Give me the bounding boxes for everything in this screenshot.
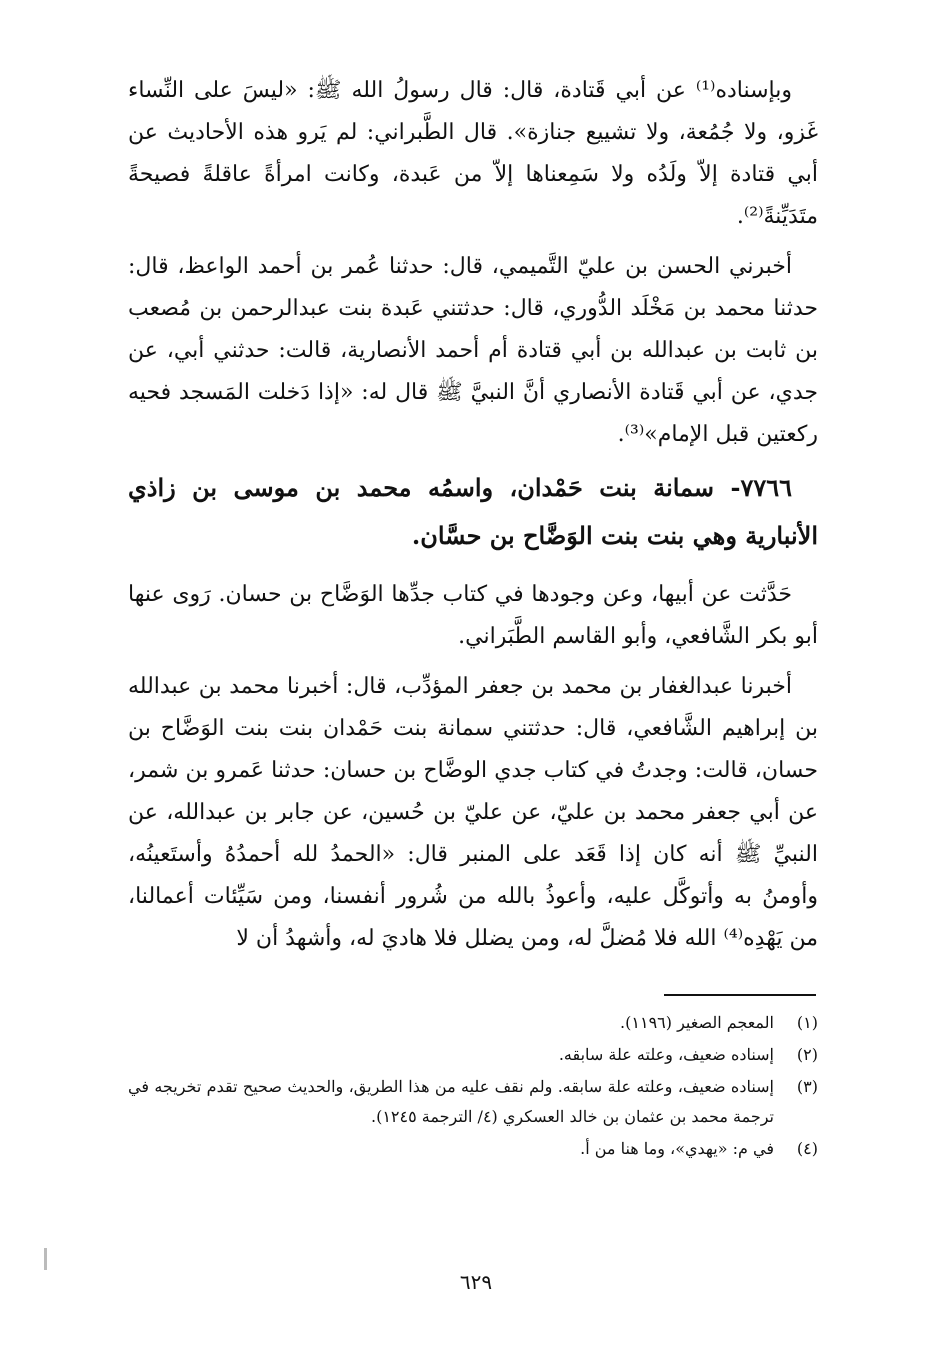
page-number: ٦٢٩	[459, 1270, 493, 1294]
footnote-number: (١)	[796, 1013, 818, 1032]
footnote-text: المعجم الصغير (١١٩٦).	[620, 1013, 774, 1032]
footnote-text: إسناده ضعيف، وعلته علة سابقه.	[558, 1045, 774, 1064]
paragraph-isnad-abda: أخبرني الحسن بن عليّ التَّميمي، قال: حدثنا عُمر بن أحمد الواعظ، قال: حدثنا محمد بن مَخْلَد الدُّوري، قال: حدثتني عَبدة بنت عبدالرحمن بن مُصعب بن ثابت بن عبدالله بن أبي قتادة أم أحمد الأنصارية، قالت: حدثني أبي، عن جدي، عن أبي قَتادة الأنصاري أنَّ النبيَّ ﷺ قال له: «إذا دَخلت المَسجد فحيه ركعتين قبل الإمام»⁽³⁾.	[128, 254, 818, 447]
footnotes	[128, 1008, 818, 1166]
main-text	[128, 70, 818, 968]
scan-edge-mark	[44, 1248, 47, 1270]
footnote-text: في م: «يهدي»، وما هنا من أ.	[580, 1139, 774, 1158]
footnote-number: (٢)	[796, 1045, 818, 1064]
footnote-number: (٣)	[796, 1077, 818, 1096]
biography-heading: ٧٧٦٦- سمانة بنت حَمْدان، واسمُه محمد بن موسى بن زاذي الأنبارية وهي بنت بنت الوَضَّاح بن حسَّان.	[128, 473, 818, 550]
footnote-text: إسناده ضعيف، وعلته علة سابقه. ولم نقف عليه من هذا الطريق، والحديث صحيح تقدم تخريجه في ترجمة محمد بن عثمان بن خالد العسكري (٤/ الترجمة ١٢٤٥).	[128, 1077, 774, 1126]
footnote-3	[128, 1072, 818, 1132]
paragraph-biography: حَدَّثت عن أبيها، وعن وجودها في كتاب جدِّها الوَضَّاح بن حسان. رَوى عنها أبو بكر الشَّافعي، وأبو القاسم الطَّبَراني.	[128, 582, 818, 649]
footnote-4	[128, 1134, 818, 1164]
footnote-divider	[664, 994, 816, 996]
paragraph-hadith-khutba: أخبرنا عبدالغفار بن محمد بن جعفر المؤدِّب، قال: أخبرنا محمد بن عبدالله بن إبراهيم الشَّافعي، قال: حدثتني سمانة بنت حَمْدان بنت بنت الوَضَّاح بن حسان، قالت: وجدتُ في كتاب جدي الوضَّاح بن حسان: حدثنا عَمرو بن شمر، عن أبي جعفر محمد بن عليّ، عن عليّ بن حُسين، عن جابر بن عبدالله، عن النبيِّ ﷺ أنه كان إذا قَعَد على المنبر قال: «الحمدُ لله أحمدُهُ وأستَعينُه، وأومنُ به وأتوكَّل عليه، وأعوذُ بالله من شُرور أنفسنا، ومن سَيِّئات أعمالنا، من يَهْدِه⁽⁴⁾ الله فلا مُضلَّ له، ومن يضلل فلا هاديَ له، وأشهدُ أن لا	[128, 674, 818, 951]
footnote-number: (٤)	[796, 1139, 818, 1158]
paragraph-hadith-abi-qatada: وبإسناده⁽¹⁾ عن أبي قَتادة، قال: قال رسولُ الله ﷺ: «ليسَ على النِّساء غَزو، ولا جُمُعة، ولا تشييع جنازة». قال الطَّبراني: لم يَرو هذه الأحاديث عن أبي قتادة إلاّ ولَدُه ولا سَمِعناها إلاّ من عَبدة، وكانت امرأةً عاقلةً فصيحةً متَدَيِّنةً⁽²⁾.	[128, 78, 818, 229]
footnote-1	[128, 1008, 818, 1038]
footnote-2	[128, 1040, 818, 1070]
